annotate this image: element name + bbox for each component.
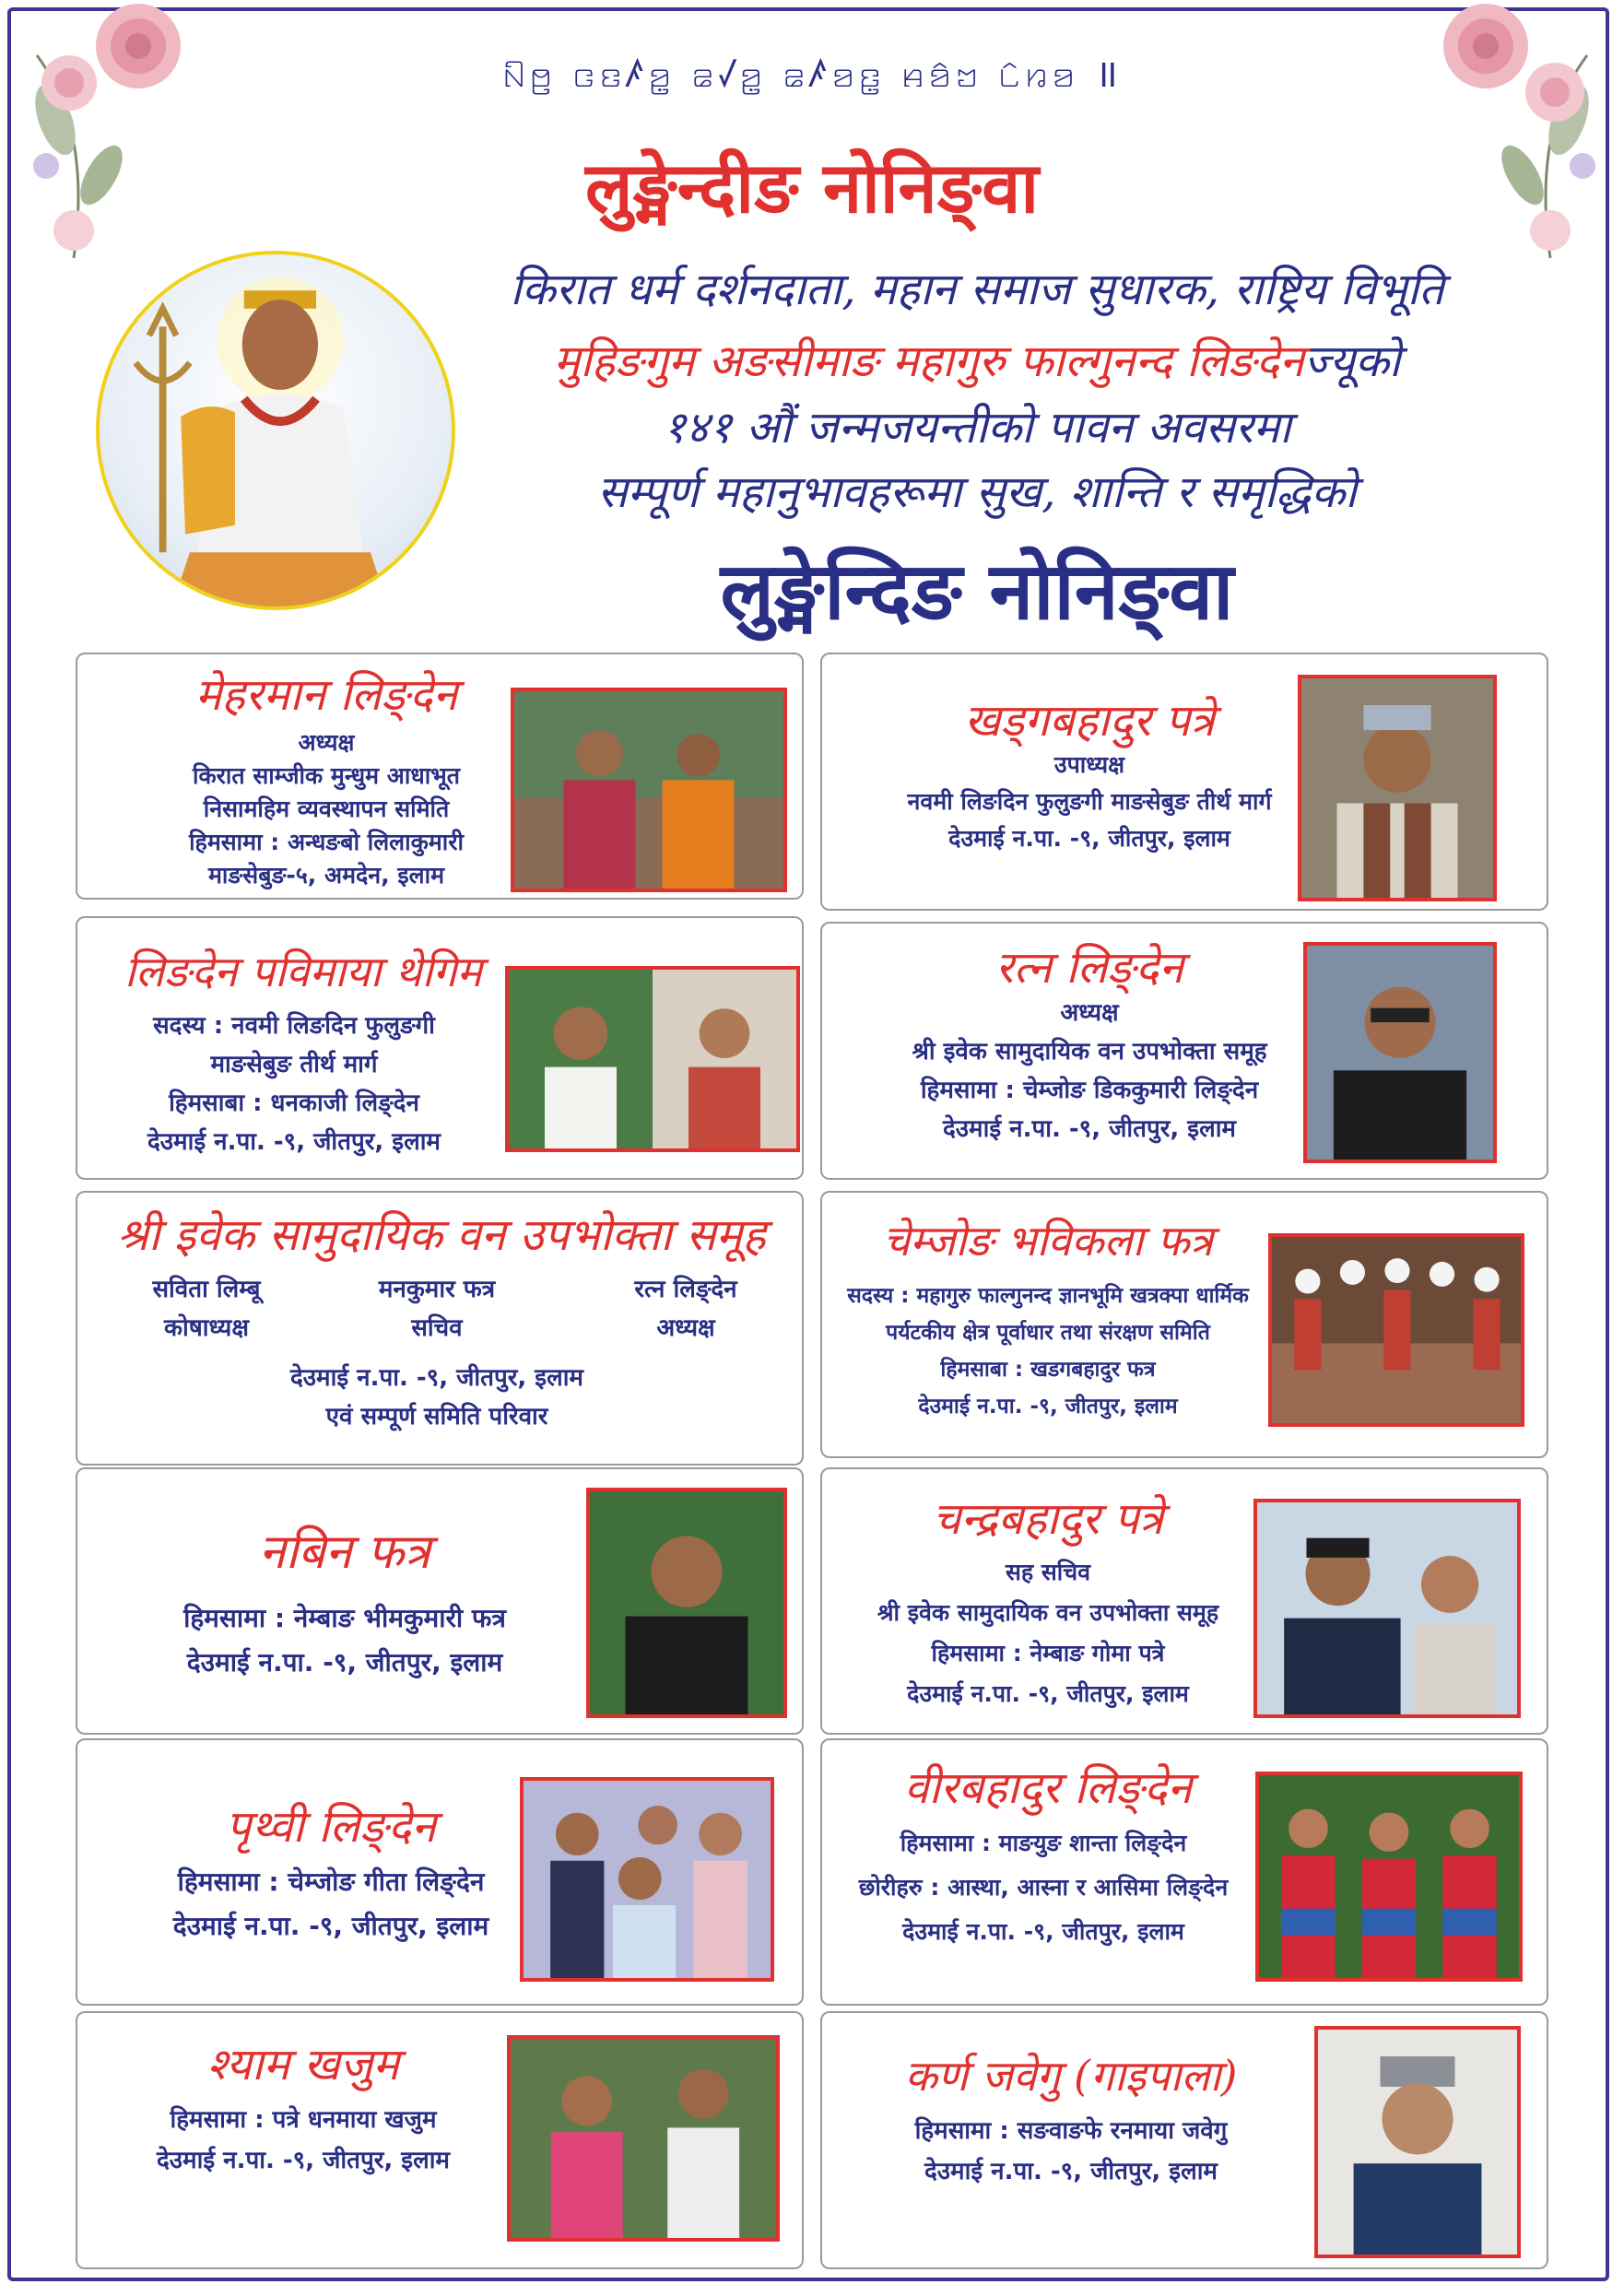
card-text — [96, 1359, 778, 1436]
card-text — [87, 1007, 501, 1161]
portrait-photo — [1298, 675, 1497, 901]
intro-line-3: १४१ औं जन्मजयन्तीको पावन अवसरमा — [663, 402, 1291, 453]
card-line: देउमाई न.पा. -९, जीतपुर, इलाम — [902, 1918, 1184, 1945]
guru-portrait — [96, 251, 455, 610]
card-line: सदस्य : महागुरु फाल्गुनन्द ज्ञानभूमि खत्रक्पा धार्मिक — [847, 1284, 1249, 1308]
member-role: अध्यक्ष — [656, 1314, 715, 1342]
member-name: मनकुमार फत्र — [378, 1276, 496, 1303]
card-text — [831, 2111, 1311, 2192]
card-line: अध्यक्ष — [1060, 999, 1119, 1027]
member-name: रत्न लिङ्देन — [634, 1276, 737, 1303]
greeting-card — [820, 922, 1548, 1180]
greeting-title: लुङ्मेन्दिङ नोनिङ्वा — [720, 546, 1234, 638]
card-line: सदस्य : नवमी लिङदिन फुलुङगी — [153, 1012, 435, 1040]
card-line: सह सचिव — [1005, 1559, 1091, 1585]
card-line: हिमसामा : सङवाङफे रनमाया जवेगु — [914, 2117, 1228, 2145]
intro-line-2-red: मुहिङगुम अङसीमाङ महागुरु फाल्गुनन्द लिङदेन — [553, 336, 1304, 387]
member-role: कोषाध्यक्ष — [164, 1314, 249, 1342]
card-text — [87, 1860, 575, 1949]
greeting-card — [820, 1738, 1548, 2006]
card-line: हिमसाबा : खडगबहादुर फत्र — [940, 1358, 1156, 1382]
group-photo — [1268, 1233, 1524, 1427]
intro-line-4: सम्पूर्ण महानुभावहरूमा सुख, शान्ति र समृद्धिको — [597, 466, 1357, 518]
couple-photo — [511, 688, 787, 892]
card-text — [105, 726, 547, 892]
card-line: देउमाई न.पा. -९, जीतपुर, इलाम — [186, 1647, 503, 1678]
card-line: पर्यटकीय क्षेत्र पूर्वाधार तथा संरक्षण समिति — [886, 1321, 1210, 1345]
card-text — [813, 1821, 1274, 1954]
portrait-photo — [586, 1488, 787, 1718]
portrait-photo — [1314, 2026, 1521, 2258]
greeting-card — [76, 653, 804, 900]
card-name: वीरबहादुर लिङ्देन — [903, 1762, 1193, 1814]
intro-line-2 — [479, 330, 1475, 390]
greeting-card — [820, 653, 1548, 911]
card-line: हिमसाबा : धनकाजी लिङ्देन — [169, 1089, 419, 1117]
card-name: चन्द्रबहादुर पत्रे — [932, 1493, 1164, 1545]
intro-line-2-suffix: ज्यूको — [1303, 336, 1401, 387]
card-line: हिमसामा : नेम्बाङ भीमकुमारी फत्र — [183, 1603, 506, 1633]
card-name: चेम्जोङ भविकला फत्र — [882, 1216, 1214, 1266]
greeting-card — [820, 1467, 1548, 1735]
card-text — [831, 994, 1347, 1148]
family-photo — [520, 1777, 774, 1982]
card-line: उपाध्यक्ष — [1053, 751, 1125, 778]
card-line: छोरीहरु : आस्था, आस्ना र आसिमा लिङ्देन — [858, 1874, 1229, 1901]
card-name: कर्ण जवेगु (गाइपाला) — [904, 2051, 1238, 2101]
card-text — [96, 1596, 594, 1685]
card-line: माङसेबुङ तीर्थ मार्ग — [210, 1051, 378, 1078]
committee-card — [76, 1191, 804, 1466]
greeting-card — [820, 2011, 1548, 2269]
page-title: लुङ्मेन्दीङ नोनिङ्वा — [584, 147, 1040, 229]
card-name: श्याम खजुम — [206, 2039, 400, 2090]
card-name: खड्गबहादुर पत्रे — [964, 695, 1215, 747]
card-line: हिमसामा : माङयुङ शान्ता लिङ्देन — [900, 1830, 1187, 1856]
card-line: हिमसामा : चेम्जोङ गीता लिङ्देन — [177, 1866, 485, 1897]
card-text — [87, 2100, 520, 2181]
card-line: श्री इवेक सामुदायिक वन उपभोक्ता समूह — [877, 1599, 1219, 1626]
card-line: देउमाई न.पा. -९, जीतपुर, इलाम — [924, 2158, 1218, 2185]
greeting-card — [76, 916, 804, 1180]
card-name: मेहरमान लिङ्देन — [194, 669, 458, 721]
card-line: देउमाई न.पा. -९, जीतपुर, इलाम — [907, 1680, 1189, 1707]
card-line: एवं सम्पूर्ण समिति परिवार — [325, 1403, 548, 1431]
card-line: देउमाई न.पा. -९, जीतपुर, इलाम — [918, 1395, 1178, 1419]
greeting-card — [76, 2011, 804, 2269]
card-line: नवमी लिङदिन फुलुङगी माङसेबुङ तीर्थ मार्ग — [907, 788, 1272, 815]
card-line: देउमाई न.पा. -९, जीतपुर, इलाम — [147, 1128, 441, 1156]
card-text — [822, 1278, 1274, 1425]
card-line: हिमसामा : पत्रे धनमाया खजुम — [170, 2106, 437, 2134]
limbu-script-line: ꤡꤥ꤬ ꤍꤢꤰꤤ꤭ ꤘꤶꤤ꤭ ꤘꤰꤤꤢ꤭ ꤌꤤꤨꤠ ꤈ꤨꤙꤤ ॥ — [502, 51, 1122, 96]
card-line: हिमसामा : अन्धङबो लिलाकुमारी — [189, 829, 464, 855]
card-line: देउमाई न.पा. -९, जीतपुर, इलाम — [948, 825, 1230, 852]
card-line: देउमाई न.पा. -९, जीतपुर, इलाम — [943, 1115, 1236, 1143]
greeting-card — [76, 1738, 804, 2006]
card-line: हिमसामा : चेम्जोङ डिककुमारी लिङ्देन — [920, 1077, 1259, 1104]
card-line: श्री इवेक सामुदायिक वन उपभोक्ता समूह — [912, 1038, 1267, 1066]
card-line: निसामहिम व्यवस्थापन समिति — [203, 795, 450, 822]
card-name: रत्न लिङ्देन — [995, 942, 1183, 994]
couple-photo — [505, 966, 800, 1152]
member-name: सविता लिम्बू — [152, 1276, 261, 1303]
card-line: देउमाई न.पा. -९, जीतपुर, इलाम — [157, 2147, 450, 2174]
card-name: पृथ्वी लिङ्देन — [226, 1801, 436, 1853]
daughters-photo — [1255, 1772, 1523, 1982]
card-line: किरात साम्जीक मुन्धुम आधाभूत — [192, 762, 460, 789]
member-secretary — [326, 1270, 547, 1348]
card-name: लिङदेन पविमाया थेगिम — [124, 947, 482, 996]
card-line: अध्यक्ष — [298, 729, 355, 756]
member-treasurer — [96, 1270, 317, 1348]
member-chairman — [575, 1270, 796, 1348]
card-text — [822, 1552, 1274, 1714]
card-line: देउमाई न.पा. -९, जीतपुर, इलाम — [172, 1911, 489, 1941]
card-line: माङसेबुङ-५, अमदेन, इलाम — [207, 862, 445, 889]
portrait-photo — [1303, 942, 1497, 1163]
greeting-card — [76, 1467, 804, 1735]
intro-line-1: किरात धर्म दर्शनदाता, महान समाज सुधारक, राष्ट्रिय विभूति — [510, 264, 1444, 315]
couple-photo — [1253, 1499, 1521, 1718]
card-text — [831, 747, 1347, 857]
greeting-card — [820, 1191, 1548, 1458]
card-line: देउमाई न.पा. -९, जीतपुर, इलाम — [290, 1364, 583, 1392]
card-name: श्री इवेक सामुदायिक वन उपभोक्ता समूह — [117, 1209, 766, 1261]
member-role: सचिव — [411, 1314, 463, 1342]
card-line: हिमसामा : नेम्बाङ गोमा पत्रे — [931, 1640, 1165, 1666]
couple-photo — [507, 2035, 780, 2242]
card-name: नबिन फत्र — [258, 1525, 431, 1580]
